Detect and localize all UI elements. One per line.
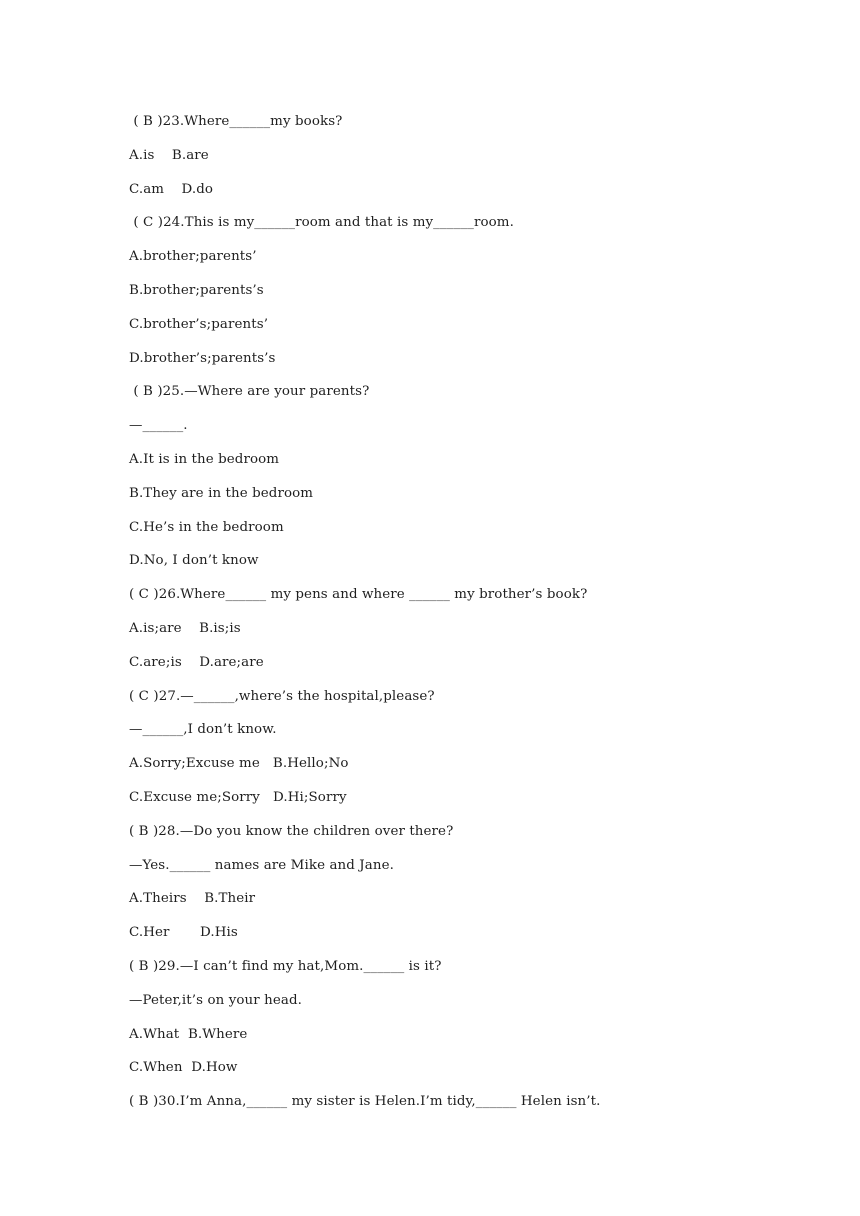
option-line: A.is B.are <box>129 147 209 163</box>
option-line: C.When D.How <box>129 1060 238 1076</box>
option-line: D.No, I don’t know <box>129 553 259 569</box>
option-line: A.is;are B.is;is <box>129 620 241 636</box>
question-23: ( B )23.Where______my books? <box>129 114 343 129</box>
option-line: C.am D.do <box>129 181 214 197</box>
option-line: A.Sorry;Excuse me B.Hello;No <box>129 756 349 772</box>
question-26: ( C )26.Where______ my pens and where ______ my brother’s book? <box>129 587 588 603</box>
option-line: C.Excuse me;Sorry D.Hi;Sorry <box>129 789 347 805</box>
dialogue-line: —______. <box>129 418 188 434</box>
question-28: ( B )28.—Do you know the children over there? <box>129 823 454 839</box>
question-24: ( C )24.This is my______room and that is my______room. <box>129 215 514 231</box>
option-line: A.Theirs B.Their <box>129 891 256 907</box>
question-list <box>129 111 769 1125</box>
question-29: ( B )29.—I can’t find my hat,Mom.______ is it? <box>129 958 442 974</box>
dialogue-line: —Peter,it’s on your head. <box>129 992 302 1008</box>
option-line: C.are;is D.are;are <box>129 654 264 670</box>
option-line: D.brother’s;parents’s <box>129 350 276 366</box>
dialogue-line: —______,I don’t know. <box>129 722 277 738</box>
question-27: ( C )27.—______,where’s the hospital,please? <box>129 688 435 704</box>
option-line: A.It is in the bedroom <box>129 451 280 467</box>
option-line: B.They are in the bedroom <box>129 485 314 501</box>
option-line: B.brother;parents’s <box>129 282 264 298</box>
question-25: ( B )25.—Where are your parents? <box>129 384 370 400</box>
option-line: A.What B.Where <box>129 1026 248 1042</box>
option-line: C.Her D.His <box>129 925 238 941</box>
option-line: A.brother;parents’ <box>129 249 257 265</box>
option-line: C.He’s in the bedroom <box>129 519 284 535</box>
question-30: ( B )30.I’m Anna,______ my sister is Helen.I’m tidy,______ Helen isn’t. <box>129 1094 601 1110</box>
option-line: C.brother’s;parents’ <box>129 316 269 332</box>
dialogue-line: —Yes.______ names are Mike and Jane. <box>129 857 394 873</box>
